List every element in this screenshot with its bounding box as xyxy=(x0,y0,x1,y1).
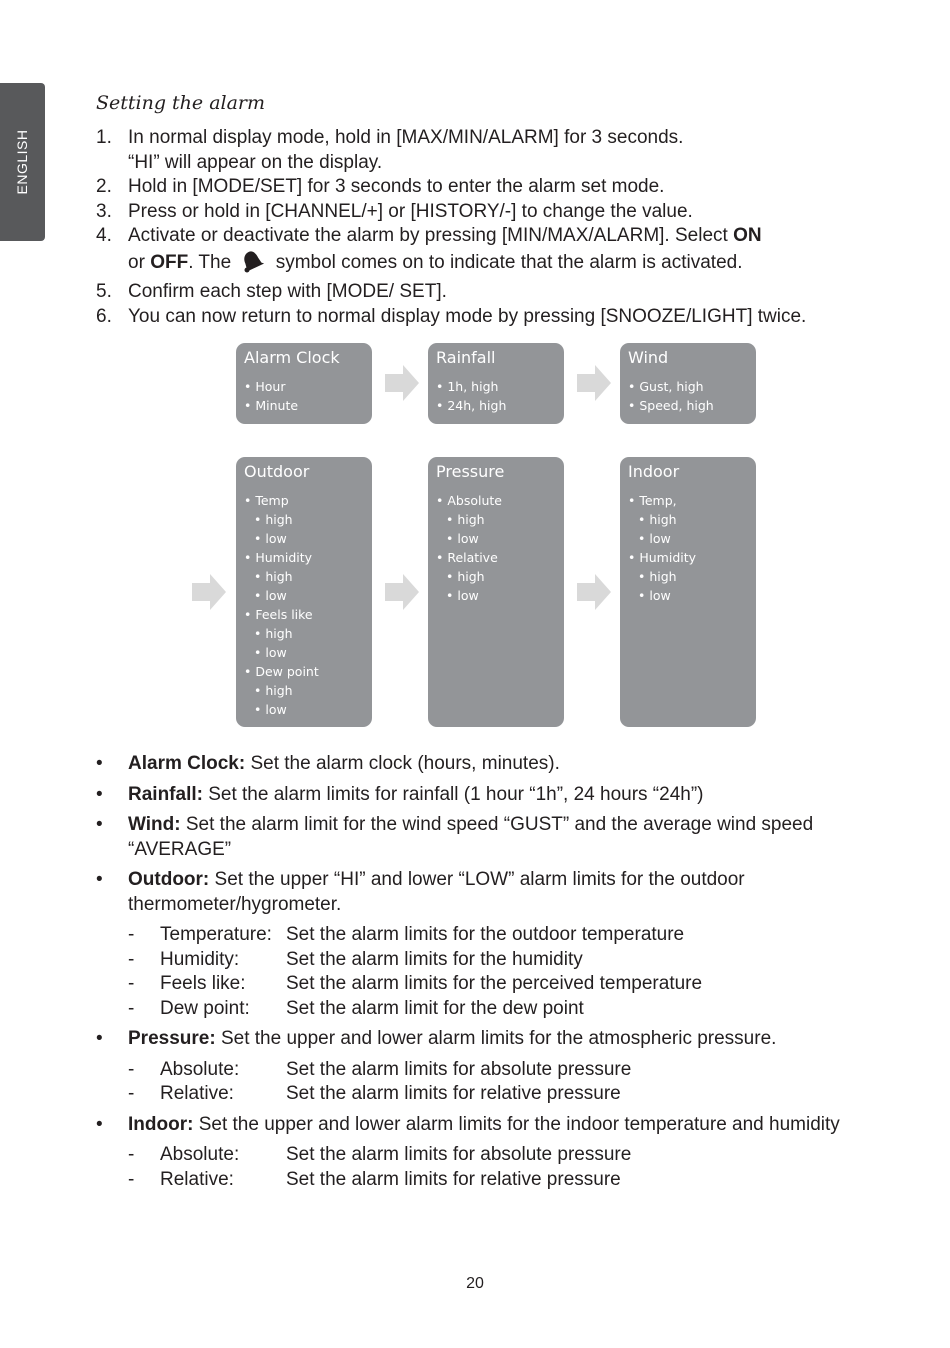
outdoor-sublist xyxy=(128,923,856,1021)
box-pressure xyxy=(428,457,564,727)
step-item xyxy=(96,305,856,330)
box-subitem: • low xyxy=(254,531,287,546)
list-item-text xyxy=(128,1113,856,1138)
sub-item xyxy=(128,997,856,1022)
list-item-text xyxy=(128,813,856,862)
step-number: 3. xyxy=(96,200,112,222)
bullet-dot: • xyxy=(96,753,103,774)
sub-item-label: Absolute: xyxy=(160,1058,240,1080)
language-label: ENGLISH xyxy=(14,129,30,195)
box-title: Pressure xyxy=(436,462,505,481)
step-number: 6. xyxy=(96,305,112,327)
dash-marker: - xyxy=(128,924,135,945)
list-item-text xyxy=(128,1027,856,1052)
step-item xyxy=(96,224,856,280)
step-fragment: . The xyxy=(188,251,237,273)
box-item: • Temp, xyxy=(628,493,677,508)
box-subitem: • low xyxy=(254,645,287,660)
step-item xyxy=(96,280,856,305)
box-item: • Minute xyxy=(244,398,299,413)
step-text: You can now return to normal display mode by pressing [SNOOZE/LIGHT] twice. xyxy=(128,305,807,327)
arrow-right-icon xyxy=(385,574,419,610)
sub-item-label: Feels like: xyxy=(160,973,246,994)
box-subitem: • high xyxy=(254,683,293,698)
bullet-dot: • xyxy=(96,783,103,805)
step-fragment: Activate or deactivate the alarm by pressing [MIN/MAX/ALARM]. Select xyxy=(128,225,734,246)
item-term: Alarm Clock: xyxy=(128,753,246,774)
sub-item-text: Set the alarm limits for the outdoor temperature xyxy=(286,924,685,945)
item-term: Wind: xyxy=(128,814,181,835)
list-item-text xyxy=(128,868,856,917)
arrow-right-icon xyxy=(577,574,611,610)
box-title: Indoor xyxy=(628,462,680,481)
dash-marker: - xyxy=(128,997,135,1019)
step-text: Confirm each step with [MODE/ SET]. xyxy=(128,281,447,302)
item-term: Pressure: xyxy=(128,1028,216,1049)
bullet-dot: • xyxy=(96,1028,103,1049)
box-subitem: • high xyxy=(638,569,677,584)
step-text: Press or hold in [CHANNEL/+] or [HISTORY/-] to change the value. xyxy=(128,200,693,222)
list-item xyxy=(96,783,856,808)
step-item xyxy=(96,200,856,225)
item-description: Set the alarm clock (hours, minutes). xyxy=(245,753,560,774)
sub-item-text: Set the alarm limits for relative pressure xyxy=(286,1168,621,1190)
sub-item-text: Set the alarm limits for relative pressure xyxy=(286,1083,621,1104)
step-text xyxy=(128,126,856,175)
sub-item-label: Dew point: xyxy=(160,997,250,1019)
box-rainfall xyxy=(428,343,564,424)
bell-icon xyxy=(240,249,266,281)
box-subitem: • high xyxy=(446,569,485,584)
box-item: • Gust, high xyxy=(628,379,704,394)
box-item: • Dew point xyxy=(244,664,319,679)
sub-item xyxy=(128,1168,856,1193)
step-text xyxy=(128,224,856,280)
box-subitem: • low xyxy=(446,588,479,603)
dash-marker: - xyxy=(128,1083,135,1104)
box-subitem: • low xyxy=(638,531,671,546)
item-description: Set the upper “HI” and lower “LOW” alarm limits for the outdoor thermometer/hygrometer. xyxy=(128,869,745,915)
sub-item-label: Absolute: xyxy=(160,1144,240,1165)
step-item xyxy=(96,175,856,200)
step-line: In normal display mode, hold in [MAX/MIN/ALARM] for 3 seconds. xyxy=(128,127,684,148)
item-description: Set the upper and lower alarm limits for the indoor temperature and humidity xyxy=(193,1113,840,1135)
arrow-right-icon xyxy=(577,365,611,401)
box-title: Alarm Clock xyxy=(244,348,340,367)
box-item: • Hour xyxy=(244,379,286,394)
step-number: 5. xyxy=(96,281,112,302)
box-items xyxy=(244,377,298,415)
sub-item xyxy=(128,1082,856,1107)
item-description: Set the alarm limits for rainfall (1 hour “1h”, 24 hours “24h”) xyxy=(202,783,704,805)
box-outdoor xyxy=(236,457,372,727)
section-heading: Setting the alarm xyxy=(96,92,266,114)
list-item-text xyxy=(128,752,856,777)
box-title: Wind xyxy=(628,348,669,367)
sub-item-label: Humidity: xyxy=(160,948,240,970)
step-fragment: or xyxy=(128,251,151,273)
dash-marker: - xyxy=(128,948,135,970)
step-item xyxy=(96,126,856,175)
box-alarm-clock xyxy=(236,343,372,424)
box-items xyxy=(628,377,714,415)
item-term: Outdoor: xyxy=(128,869,210,890)
bullet-dot: • xyxy=(96,869,103,890)
list-item xyxy=(96,1027,856,1052)
sub-item-text: Set the alarm limits for absolute pressure xyxy=(286,1058,632,1080)
sub-item xyxy=(128,1058,856,1083)
list-item xyxy=(96,868,856,917)
step-number: 2. xyxy=(96,176,112,197)
box-subitem: • low xyxy=(638,588,671,603)
sub-item xyxy=(128,948,856,973)
box-item: • Temp xyxy=(244,493,289,508)
sub-item-text: Set the alarm limits for absolute pressure xyxy=(286,1144,632,1165)
box-title: Rainfall xyxy=(436,348,496,367)
box-title: Outdoor xyxy=(244,462,310,481)
box-items xyxy=(244,491,319,719)
steps-list xyxy=(96,126,856,329)
step-number: 1. xyxy=(96,127,112,148)
sub-item-text: Set the alarm limits for the humidity xyxy=(286,948,583,970)
description-list xyxy=(96,752,856,1198)
page-number: 20 xyxy=(466,1275,484,1292)
off-keyword: OFF xyxy=(150,251,189,273)
box-wind xyxy=(620,343,756,424)
item-description: Set the alarm limit for the wind speed “GUST” and the average wind speed “AVERAGE” xyxy=(128,814,814,860)
sub-item-label: Relative: xyxy=(160,1168,234,1190)
dash-marker: - xyxy=(128,973,135,994)
sub-item-text: Set the alarm limit for the dew point xyxy=(286,997,584,1019)
list-item xyxy=(96,752,856,777)
box-subitem: • high xyxy=(638,512,677,527)
dash-marker: - xyxy=(128,1058,135,1080)
arrow-right-icon xyxy=(192,574,226,610)
sub-item xyxy=(128,972,856,997)
box-subitem: • low xyxy=(254,702,287,717)
box-item: • Feels like xyxy=(244,607,313,622)
sub-item-text: Set the alarm limits for the perceived temperature xyxy=(286,973,703,994)
pressure-sublist xyxy=(128,1058,856,1107)
box-item: • Absolute xyxy=(436,493,502,508)
box-subitem: • high xyxy=(254,569,293,584)
on-keyword: ON xyxy=(733,225,762,246)
box-subitem: • high xyxy=(254,626,293,641)
box-items xyxy=(436,491,502,605)
item-description: Set the upper and lower alarm limits for the atmospheric pressure. xyxy=(215,1028,777,1049)
dash-marker: - xyxy=(128,1144,135,1165)
language-tab xyxy=(0,83,45,241)
dash-marker: - xyxy=(128,1168,135,1190)
box-subitem: • high xyxy=(446,512,485,527)
step-line: “HI” will appear on the display. xyxy=(128,151,383,173)
box-item: • 24h, high xyxy=(436,398,507,413)
box-item: • Speed, high xyxy=(628,398,714,413)
box-item: • Humidity xyxy=(628,550,697,565)
bullet-dot: • xyxy=(96,814,103,835)
item-term: Indoor: xyxy=(128,1113,194,1135)
sub-item-label: Temperature: xyxy=(160,924,272,945)
box-subitem: • low xyxy=(254,588,287,603)
bullet-dot: • xyxy=(96,1113,103,1135)
box-subitem: • high xyxy=(254,512,293,527)
indoor-sublist xyxy=(128,1143,856,1192)
box-indoor xyxy=(620,457,756,727)
box-subitem: • low xyxy=(446,531,479,546)
list-item xyxy=(96,813,856,862)
box-items xyxy=(628,491,696,605)
sub-item-label: Relative: xyxy=(160,1083,234,1104)
step-fragment: symbol comes on to indicate that the alarm is activated. xyxy=(270,251,743,273)
sub-item xyxy=(128,923,856,948)
box-item: • Relative xyxy=(436,550,498,565)
sub-item xyxy=(128,1143,856,1168)
arrow-right-icon xyxy=(385,365,419,401)
list-item-text xyxy=(128,783,856,808)
item-term: Rainfall: xyxy=(128,783,203,805)
list-item xyxy=(96,1113,856,1138)
box-item: • Humidity xyxy=(244,550,313,565)
box-items xyxy=(436,377,506,415)
box-item: • 1h, high xyxy=(436,379,499,394)
step-number: 4. xyxy=(96,225,112,246)
step-text: Hold in [MODE/SET] for 3 seconds to enter the alarm set mode. xyxy=(128,176,665,197)
